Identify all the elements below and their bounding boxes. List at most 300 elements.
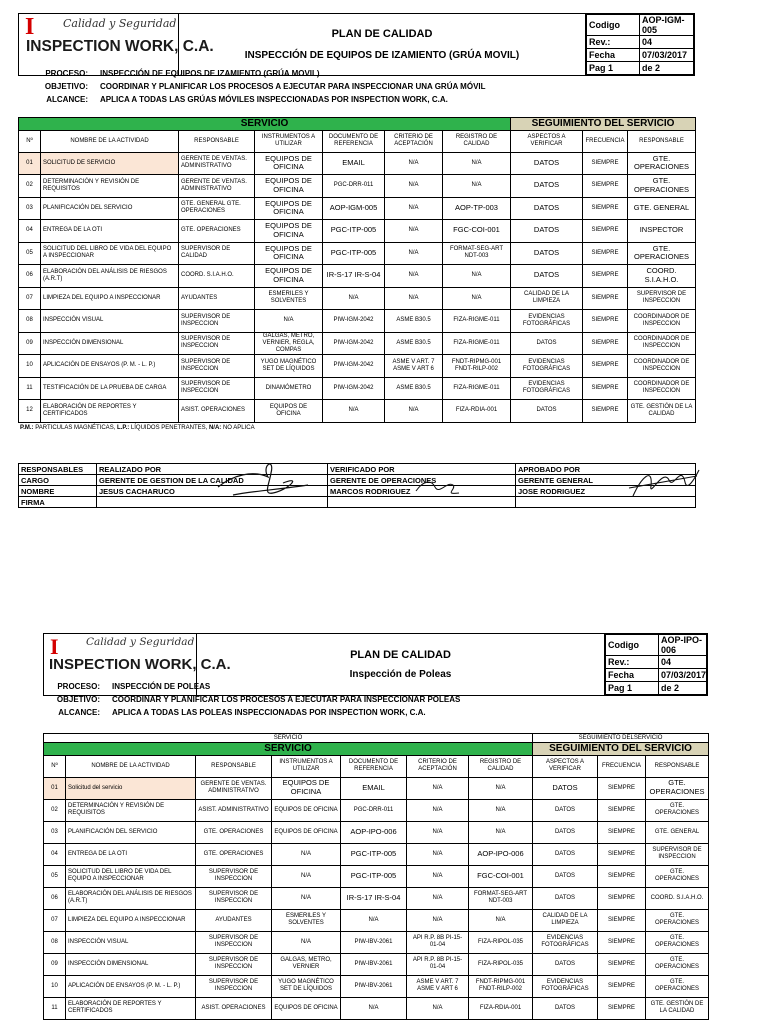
table-cell: GTE. OPERACIONES: [179, 220, 255, 243]
table-cell: N/A: [323, 287, 385, 310]
table-cell: N/A: [385, 175, 443, 198]
table-cell: CALIDAD DE LA LIMPIEZA: [533, 909, 598, 931]
table-cell: PLANIFICACIÓN DEL SERVICIO: [41, 197, 179, 220]
table-cell: GTE. OPERACIONES: [646, 975, 709, 997]
table-cell: ASIST. OPERACIONES: [196, 997, 272, 1019]
table-cell: N/A: [341, 997, 407, 1019]
table-cell: EQUIPOS DE OFICINA: [255, 152, 323, 175]
table-cell: PIW-IGM-2042: [323, 310, 385, 333]
table-cell: ELABORACIÓN DE REPORTES Y CERTIFICADOS: [41, 400, 179, 423]
signature-3: [623, 458, 703, 503]
table-cell: EVIDENCIAS FOTOGRÁFICAS: [533, 975, 598, 997]
table-cell: SIEMPRE: [598, 821, 646, 843]
column-header: RESPONSABLE: [646, 755, 709, 777]
table-cell: Solicitud del servicio: [66, 777, 196, 799]
note-text: NO APLICA: [221, 425, 255, 431]
table-cell: EVIDENCIAS FOTOGRÁFICAS: [533, 931, 598, 953]
info-value: INSPECCIÓN DE POLEAS: [112, 682, 211, 691]
seguimiento-caption: SEGUIMIENTO DELSERVICIO: [533, 734, 709, 743]
table-cell: N/A: [255, 310, 323, 333]
table-cell: API R.P. 8B PI-15-01-04: [407, 931, 469, 953]
table-cell: SIEMPRE: [598, 997, 646, 1019]
table-cell: N/A: [407, 821, 469, 843]
table-cell: YUGO MAGNÉTICO SET DE LÍQUIDOS: [272, 975, 341, 997]
table-cell: AOP-IGM-005: [323, 197, 385, 220]
table-row: [19, 310, 696, 333]
signature-cell: APROBADO POR: [516, 464, 696, 475]
table-cell: DATOS: [533, 843, 598, 865]
table-cell: ASME B30.5: [385, 310, 443, 333]
meta-value: 04: [659, 656, 707, 669]
table-cell: SUPERVISOR DE INSPECCION: [196, 931, 272, 953]
table-cell: DATOS: [511, 332, 583, 355]
info-label: PROCESO:: [45, 69, 88, 78]
table-cell: FGC-COI-001: [443, 220, 511, 243]
table-cell: 09: [44, 953, 66, 975]
table-cell: SIEMPRE: [598, 953, 646, 975]
table-row: [19, 377, 696, 400]
table-cell: SIEMPRE: [598, 799, 646, 821]
info-value: APLICA A TODAS LAS POLEAS INSPECCIONADAS POR INSPECTION WORK, C.A.: [112, 708, 426, 717]
signature-1: [213, 455, 313, 505]
table-cell: SIEMPRE: [583, 175, 628, 198]
signature-cell: GERENTE DE GESTION DE LA CALIDAD: [97, 475, 328, 486]
table-cell: INSPECCIÓN VISUAL: [66, 931, 196, 953]
table-cell: SIEMPRE: [598, 843, 646, 865]
signature-row: [19, 464, 696, 475]
column-header: CRITERIO DE ACEPTACIÓN: [385, 130, 443, 152]
table-row: [44, 931, 709, 953]
page-title: PLAN DE CALIDAD: [350, 649, 451, 661]
doc1-title-cell: [179, 14, 586, 76]
seguimiento-band: SEGUIMIENTO DEL SERVICIO: [511, 118, 696, 131]
table-cell: GERENTE DE VENTAS. ADMINISTRATIVO: [179, 152, 255, 175]
table-cell: FIZA-RIGME-011: [443, 332, 511, 355]
table-cell: ASME B30.5: [385, 332, 443, 355]
table-cell: SUPERVISOR DE INSPECCION: [628, 287, 696, 310]
servicio-band: SERVICIO: [44, 743, 533, 756]
table-row: [19, 287, 696, 310]
table-cell: EVIDENCIAS FOTOGRÁFICAS: [511, 355, 583, 378]
table-cell: SOLICITUD DEL LIBRO DE VIDA DEL EQUIPO A INSPECCIONAR: [41, 242, 179, 265]
signature-cell: CARGO: [19, 475, 97, 486]
meta-value: de 2: [659, 682, 707, 695]
table-cell: COORDINADOR DE INSPECCION: [628, 332, 696, 355]
table-cell: GALGAS, METRO, VERNIER, REGLA, COMPAS: [255, 332, 323, 355]
table-cell: N/A: [272, 887, 341, 909]
note-key: N/A:: [208, 425, 222, 431]
table-row: [44, 997, 709, 1019]
table-cell: SIEMPRE: [598, 887, 646, 909]
table-header-row: [19, 130, 696, 152]
table-cell: N/A: [469, 821, 533, 843]
meta-label: Pag 1: [606, 682, 659, 695]
info-value: INSPECCIÓN DE EQUIPOS DE IZAMIENTO (GRÚA MOVIL): [100, 69, 320, 78]
table-cell: N/A: [385, 287, 443, 310]
table-row: [44, 909, 709, 931]
meta-label: Pag 1: [587, 62, 640, 75]
table-row: [44, 975, 709, 997]
table-cell: 02: [44, 799, 66, 821]
table-cell: 11: [19, 377, 41, 400]
table-cell: GTE. OPERACIONES: [646, 909, 709, 931]
table-cell: SIEMPRE: [583, 400, 628, 423]
table-cell: ELABORACIÓN DE REPORTES Y CERTIFICADOS: [66, 997, 196, 1019]
table-cell: SIEMPRE: [598, 975, 646, 997]
column-header: RESPONSABLE: [628, 130, 696, 152]
table-cell: 05: [44, 865, 66, 887]
logo-company: INSPECTION WORK, C.A.: [26, 38, 214, 55]
table-cell: 03: [19, 197, 41, 220]
table-cell: CALIDAD DE LA LIMPIEZA: [511, 287, 583, 310]
table-cell: N/A: [341, 909, 407, 931]
table-cell: FGC-COI-001: [469, 865, 533, 887]
table-cell: GTE. OPERACIONES: [646, 799, 709, 821]
signature-cell: GERENTE GENERAL: [516, 475, 696, 486]
table-cell: SUPERVISOR DE INSPECCION: [646, 843, 709, 865]
table-cell: ENTREGA DE LA OTI: [41, 220, 179, 243]
table-cell: 10: [19, 355, 41, 378]
note-key: P.M.:: [20, 425, 34, 431]
table-cell: SIEMPRE: [583, 242, 628, 265]
signature-cell: VERIFICADO POR: [328, 464, 516, 475]
table-cell: SOLICITUD DEL LIBRO DE VIDA DEL EQUIPO A INSPECCIONAR: [66, 865, 196, 887]
table-cell: FIZA-RIPOL-035: [469, 953, 533, 975]
table-cell: FORMAT-SEG-ART NDT-003: [469, 887, 533, 909]
table-cell: N/A: [385, 400, 443, 423]
table-cell: PIW-IBV-2061: [341, 953, 407, 975]
table-cell: DATOS: [533, 953, 598, 975]
table-cell: GTE. OPERACIONES: [196, 821, 272, 843]
table-cell: GTE. OPERACIONES: [646, 777, 709, 799]
table-cell: AOP-IPO-006: [469, 843, 533, 865]
table-cell: ASME V ART. 7 ASME V ART 6: [407, 975, 469, 997]
table-cell: DATOS: [511, 242, 583, 265]
table-cell: GTE. GESTIÓN DE LA CALIDAD: [628, 400, 696, 423]
table-cell: FIZA-RIGME-011: [443, 377, 511, 400]
info-label: ALCANCE:: [46, 95, 88, 104]
table-row: [44, 821, 709, 843]
meta-value: de 2: [640, 62, 694, 75]
table-cell: SIEMPRE: [598, 909, 646, 931]
doc1-plan-table: [18, 117, 696, 423]
logo-company: INSPECTION WORK, C.A.: [49, 656, 231, 673]
table-cell: PLANIFICACIÓN DEL SERVICIO: [66, 821, 196, 843]
table-row: [19, 265, 696, 288]
table-cell: PIW-IGM-2042: [323, 355, 385, 378]
servicio-band: SERVICIO: [19, 118, 511, 131]
table-row: [19, 175, 696, 198]
table-cell: 11: [44, 997, 66, 1019]
table-cell: N/A: [385, 242, 443, 265]
table-cell: ASIST. OPERACIONES: [179, 400, 255, 423]
table-cell: DATOS: [533, 997, 598, 1019]
table-cell: EMAIL: [341, 777, 407, 799]
table-cell: ELABORACIÓN DEL ANÁLISIS DE RIESGOS (A.R.T): [66, 887, 196, 909]
logo-script: Calidad y Seguridad: [63, 17, 177, 30]
table-cell: INSPECCIÓN DIMENSIONAL: [66, 953, 196, 975]
table-cell: COORDINADOR DE INSPECCION: [628, 310, 696, 333]
signature-row: [19, 475, 696, 486]
meta-label: Rev.:: [587, 36, 640, 49]
table-cell: 06: [19, 265, 41, 288]
table-cell: SOLICITUD DE SERVICIO: [41, 152, 179, 175]
column-header: NOMBRE DE LA ACTIVIDAD: [66, 755, 196, 777]
table-cell: GTE. OPERACIONES: [646, 931, 709, 953]
table-cell: SUPERVISOR DE INSPECCION: [179, 377, 255, 400]
table-cell: 04: [19, 220, 41, 243]
table-cell: EQUIPOS DE OFICINA: [255, 197, 323, 220]
table-cell: EQUIPOS DE OFICINA: [255, 265, 323, 288]
table-cell: SUPERVISOR DE INSPECCION: [196, 975, 272, 997]
table-cell: SIEMPRE: [583, 355, 628, 378]
table-cell: PIW-IBV-2061: [341, 975, 407, 997]
table-cell: PIW-IGM-2042: [323, 377, 385, 400]
table-cell: ELABORACIÓN DEL ANÁLISIS DE RIESGOS (A.R.T): [41, 265, 179, 288]
table-cell: N/A: [407, 865, 469, 887]
servicio-caption: SERVICIO: [44, 734, 533, 743]
signature-2: [413, 471, 463, 501]
table-cell: DATOS: [533, 887, 598, 909]
table-cell: N/A: [407, 777, 469, 799]
table-cell: TESTIFICACIÓN DE LA PRUEBA DE CARGA: [41, 377, 179, 400]
table-cell: SIEMPRE: [598, 777, 646, 799]
column-header: INSTRUMENTOS A UTILIZAR: [255, 130, 323, 152]
table-cell: AYUDANTES: [196, 909, 272, 931]
column-header: FRECUENCIA: [598, 755, 646, 777]
table-cell: SIEMPRE: [583, 287, 628, 310]
column-header: Nº: [19, 130, 41, 152]
table-cell: N/A: [407, 997, 469, 1019]
column-header: REGISTRO DE CALIDAD: [443, 130, 511, 152]
table-cell: ASIST. ADMINISTRATIVO: [196, 799, 272, 821]
table-row: [44, 953, 709, 975]
meta-value: 04: [640, 36, 694, 49]
table-cell: COORD. S.I.A.H.O.: [179, 265, 255, 288]
signature-cell: RESPONSABLES: [19, 464, 97, 475]
signature-row: [19, 497, 696, 508]
table-cell: SUPERVISOR DE INSPECCION: [196, 887, 272, 909]
column-header: ASPECTOS A VERIFICAR: [511, 130, 583, 152]
table-cell: DETERMINACIÓN Y REVISIÓN DE REQUISITOS: [66, 799, 196, 821]
table-cell: EVIDENCIAS FOTOGRÁFICAS: [511, 377, 583, 400]
table-cell: AOP-IPO-006: [341, 821, 407, 843]
table-cell: GTE. OPERACIONES: [628, 242, 696, 265]
table-cell: SUPERVISOR DE CALIDAD: [179, 242, 255, 265]
table-cell: 08: [19, 310, 41, 333]
table-row: [44, 777, 709, 799]
table-cell: PGC-ITP-005: [323, 220, 385, 243]
signature-cell: FIRMA: [19, 497, 97, 508]
table-cell: N/A: [385, 197, 443, 220]
table-cell: FIZA-RIGME-011: [443, 310, 511, 333]
table-cell: API R.P. 8B PI-15-01-04: [407, 953, 469, 975]
table-cell: N/A: [443, 265, 511, 288]
table-cell: GTE. GENERAL: [646, 821, 709, 843]
table-cell: SIEMPRE: [583, 152, 628, 175]
table-cell: 06: [44, 887, 66, 909]
doc2-info: [43, 682, 708, 721]
meta-label: Fecha: [587, 49, 640, 62]
table-cell: DETERMINACIÓN Y REVISIÓN DE REQUISITOS: [41, 175, 179, 198]
table-cell: DATOS: [511, 265, 583, 288]
table-cell: 07: [44, 909, 66, 931]
table-cell: SUPERVISOR DE INSPECCION: [196, 865, 272, 887]
table-cell: DATOS: [533, 799, 598, 821]
table-cell: N/A: [407, 887, 469, 909]
column-header: Nº: [44, 755, 66, 777]
table-cell: ESMERILES Y SOLVENTES: [255, 287, 323, 310]
table-cell: EQUIPOS DE OFICINA: [255, 400, 323, 423]
table-row: [19, 152, 696, 175]
info-line: [18, 69, 695, 82]
info-line: [18, 82, 695, 95]
table-cell: ASME B30.5: [385, 377, 443, 400]
signature-row: [19, 486, 696, 497]
info-label: OBJETIVO:: [44, 82, 88, 91]
page-subtitle: INSPECCIÓN DE EQUIPOS DE IZAMIENTO (GRÚA MOVIL): [244, 50, 520, 61]
table-cell: SUPERVISOR DE INSPECCION: [179, 310, 255, 333]
table-cell: LIMPIEZA DEL EQUIPO A INSPECCIONAR: [41, 287, 179, 310]
logo-mark: I: [50, 634, 59, 659]
info-label: PROCESO:: [57, 682, 100, 691]
signature-cell: NOMBRE: [19, 486, 97, 497]
table-cell: SUPERVISOR DE INSPECCION: [196, 953, 272, 975]
signature-cell: MARCOS RODRIGUEZ: [328, 486, 516, 497]
table-row: [19, 400, 696, 423]
info-line: [43, 695, 708, 708]
table-cell: N/A: [407, 909, 469, 931]
table-cell: 01: [44, 777, 66, 799]
page-subtitle: Inspección de Poleas: [349, 669, 452, 680]
table-cell: INSPECCIÓN DIMENSIONAL: [41, 332, 179, 355]
column-header: RESPONSABLE: [179, 130, 255, 152]
info-line: [43, 682, 708, 695]
column-header: INSTRUMENTOS A UTILIZAR: [272, 755, 341, 777]
table-cell: AOP-TP-003: [443, 197, 511, 220]
doc1-logo: [19, 14, 214, 76]
table-cell: ASME V ART. 7 ASME V ART 6: [385, 355, 443, 378]
table-cell: APLICACIÓN DE ENSAYOS (P. M. - L. P.): [41, 355, 179, 378]
table-cell: N/A: [272, 931, 341, 953]
column-header: RESPONSABLE: [196, 755, 272, 777]
table-cell: GERENTE DE VENTAS. ADMINISTRATIVO: [196, 777, 272, 799]
table-cell: GTE. GENERAL: [628, 197, 696, 220]
table-cell: EQUIPOS DE OFICINA: [255, 220, 323, 243]
meta-label: Codigo: [606, 635, 659, 656]
table-cell: SIEMPRE: [583, 265, 628, 288]
table-cell: GTE. OPERACIONES: [628, 175, 696, 198]
meta-value: AOP-IPO-006: [659, 635, 707, 656]
table-cell: 08: [44, 931, 66, 953]
table-cell: SUPERVISOR DE INSPECCION: [179, 355, 255, 378]
table-cell: COORDINADOR DE INSPECCION: [628, 355, 696, 378]
signature-cell: JESUS CACHARUCO: [97, 486, 328, 497]
logo-mark: I: [25, 14, 35, 40]
table-cell: PIW-IGM-2042: [323, 332, 385, 355]
table-cell: SIEMPRE: [583, 310, 628, 333]
table-cell: 10: [44, 975, 66, 997]
table-cell: EMAIL: [323, 152, 385, 175]
signature-cell: GERENTE DE OPERACIONES: [328, 475, 516, 486]
table-cell: N/A: [385, 220, 443, 243]
meta-value: 07/03/2017: [640, 49, 694, 62]
table-cell: EQUIPOS DE OFICINA: [255, 175, 323, 198]
table-cell: N/A: [443, 152, 511, 175]
table-row: [44, 887, 709, 909]
table-cell: 05: [19, 242, 41, 265]
logo-script: Calidad y Seguridad: [86, 636, 195, 648]
table-cell: GTE. GENERAL GTE. OPERACIONES: [179, 197, 255, 220]
info-label: ALCANCE:: [58, 708, 100, 717]
table-cell: SIEMPRE: [583, 197, 628, 220]
doc1-info: [18, 69, 695, 108]
table-cell: PGC-ITP-005: [341, 843, 407, 865]
table-cell: LIMPIEZA DEL EQUIPO A INSPECCIONAR: [66, 909, 196, 931]
table-row: [19, 355, 696, 378]
table-cell: N/A: [385, 265, 443, 288]
table-cell: COORDINADOR DE INSPECCION: [628, 377, 696, 400]
table-cell: 12: [19, 400, 41, 423]
table-cell: EQUIPOS DE OFICINA: [272, 799, 341, 821]
table-cell: INSPECCIÓN VISUAL: [41, 310, 179, 333]
table-cell: 01: [19, 152, 41, 175]
meta-value: AOP-IGM-005: [640, 15, 694, 36]
table-cell: AYUDANTES: [179, 287, 255, 310]
doc2-plan-table: [43, 733, 709, 1020]
signature-cell: JOSE RODRIGUEZ: [516, 486, 696, 497]
table-cell: N/A: [323, 400, 385, 423]
table-cell: FNDT-RIPMG-001 FNDT-RILP-002: [469, 975, 533, 997]
table-cell: GERENTE DE VENTAS. ADMINISTRATIVO: [179, 175, 255, 198]
table-cell: DATOS: [511, 197, 583, 220]
table-cell: YUGO MAGNÉTICO SET DE LÍQUIDOS: [255, 355, 323, 378]
seguimiento-band: SEGUIMIENTO DEL SERVICIO: [533, 743, 709, 756]
table-cell: SIEMPRE: [583, 220, 628, 243]
table-row: [19, 197, 696, 220]
table-cell: 09: [19, 332, 41, 355]
doc1-meta: [586, 14, 694, 75]
meta-label: Fecha: [606, 669, 659, 682]
meta-value: 07/03/2017: [659, 669, 707, 682]
doc1-abbrev-note: [20, 425, 255, 431]
table-cell: EVIDENCIAS FOTOGRÁFICAS: [511, 310, 583, 333]
signature-cell: REALIZADO POR: [97, 464, 328, 475]
table-cell: N/A: [469, 777, 533, 799]
table-row: [19, 220, 696, 243]
table-cell: 03: [44, 821, 66, 843]
table-cell: SIEMPRE: [583, 332, 628, 355]
table-cell: N/A: [407, 799, 469, 821]
table-cell: GALGAS, METRO, VERNIER: [272, 953, 341, 975]
info-line: [18, 95, 695, 108]
table-cell: GTE. OPERACIONES: [196, 843, 272, 865]
table-row: [44, 865, 709, 887]
table-cell: EQUIPOS DE OFICINA: [272, 997, 341, 1019]
table-row: [44, 799, 709, 821]
table-cell: GTE. OPERACIONES: [646, 865, 709, 887]
note-text: LÍQUIDOS PENETRANTES,: [129, 425, 209, 431]
table-cell: EQUIPOS DE OFICINA: [272, 821, 341, 843]
table-cell: IR-S-17 IR-S-04: [341, 887, 407, 909]
table-cell: DATOS: [511, 152, 583, 175]
table-cell: FNDT-RIPMG-001 FNDT-RILP-002: [443, 355, 511, 378]
info-value: APLICA A TODAS LAS GRÚAS MÓVILES INSPECCIONADAS POR INSPECTION WORK, C.A.: [100, 95, 448, 104]
table-cell: N/A: [385, 152, 443, 175]
doc1-meta-cell: [586, 14, 695, 76]
table-cell: 07: [19, 287, 41, 310]
table-cell: FIZA-RDIA-001: [443, 400, 511, 423]
